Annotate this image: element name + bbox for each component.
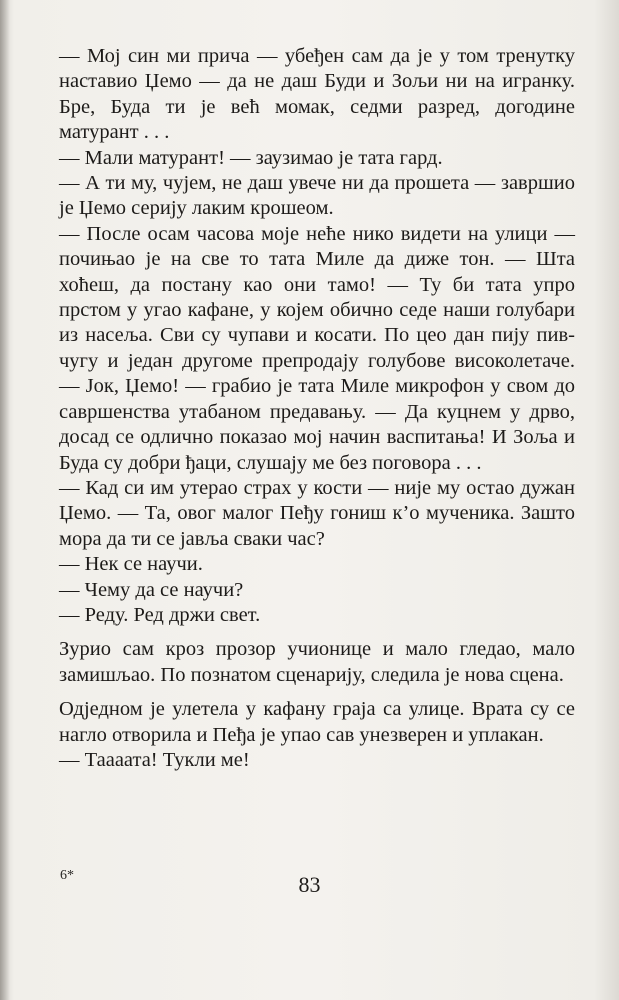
paragraph: — Мали матурант! — заузимао је тата гард. (59, 146, 443, 169)
paragraph: — Мој син ми прича — убеђен сам да је у том тренутку наставио Џемо — да не даш Буди и Зољи ни на игранку. Бре, Буда ти је већ момак, седми разред, догодине матурант . . . (59, 45, 575, 144)
paragraph: — Нек се научи. (59, 553, 203, 576)
paragraph-gap (59, 688, 575, 697)
page-body-text (59, 44, 575, 773)
paragraph: — А ти му, чујем, не даш увече ни да прошета — завршио је Џемо серију лаким крошеом. (59, 172, 575, 220)
paragraph: — После осам часова моје неће нико видети на улици — почињао је на све то тата Миле да диже тон. — Шта хоћеш, да постану као они тамо! — Ту би тата упро прстом у угао кафане, у којем обично седе наши голубари из насеља. Сви су чупави и косати. По цео дан пију пивчугу и један другоме препродају голубове високолетаче. — Јок, Џемо! — грабио је тата Миле микрофон у свом до савршенства утабаном предавању. — Да куцнем у дрво, досад се одлично показао мој начин васпитања! И Зоља и Буда су добри ђаци, слушају ме без поговора . . . (59, 222, 575, 474)
signature-mark: 6* (60, 868, 74, 883)
paragraph: — Таааата! Тукли ме! (59, 748, 250, 771)
paragraph: — Чему да се научи? (59, 578, 244, 601)
paragraph: Зурио сам кроз прозор учионице и мало гледао, мало замишљао. По познатом сценарију, следила је нова сцена. (59, 638, 575, 686)
paragraph-gap (59, 628, 575, 637)
paragraph: — Реду. Ред држи свет. (59, 603, 261, 626)
spine-shadow (0, 0, 10, 1000)
page-number: 83 (298, 872, 321, 897)
paragraph: Одједном је улетела у кафану граја са улице. Врата су се нагло отворила и Пеђа је упао сав унезверен и уплакан. (59, 698, 575, 746)
paragraph: — Кад си им утерао страх у кости — није му остао дужан Џемо. — Та, овог малог Пеђу гониш к’о мученика. Зашто мора да ти се јавља сваки час? (59, 476, 575, 550)
